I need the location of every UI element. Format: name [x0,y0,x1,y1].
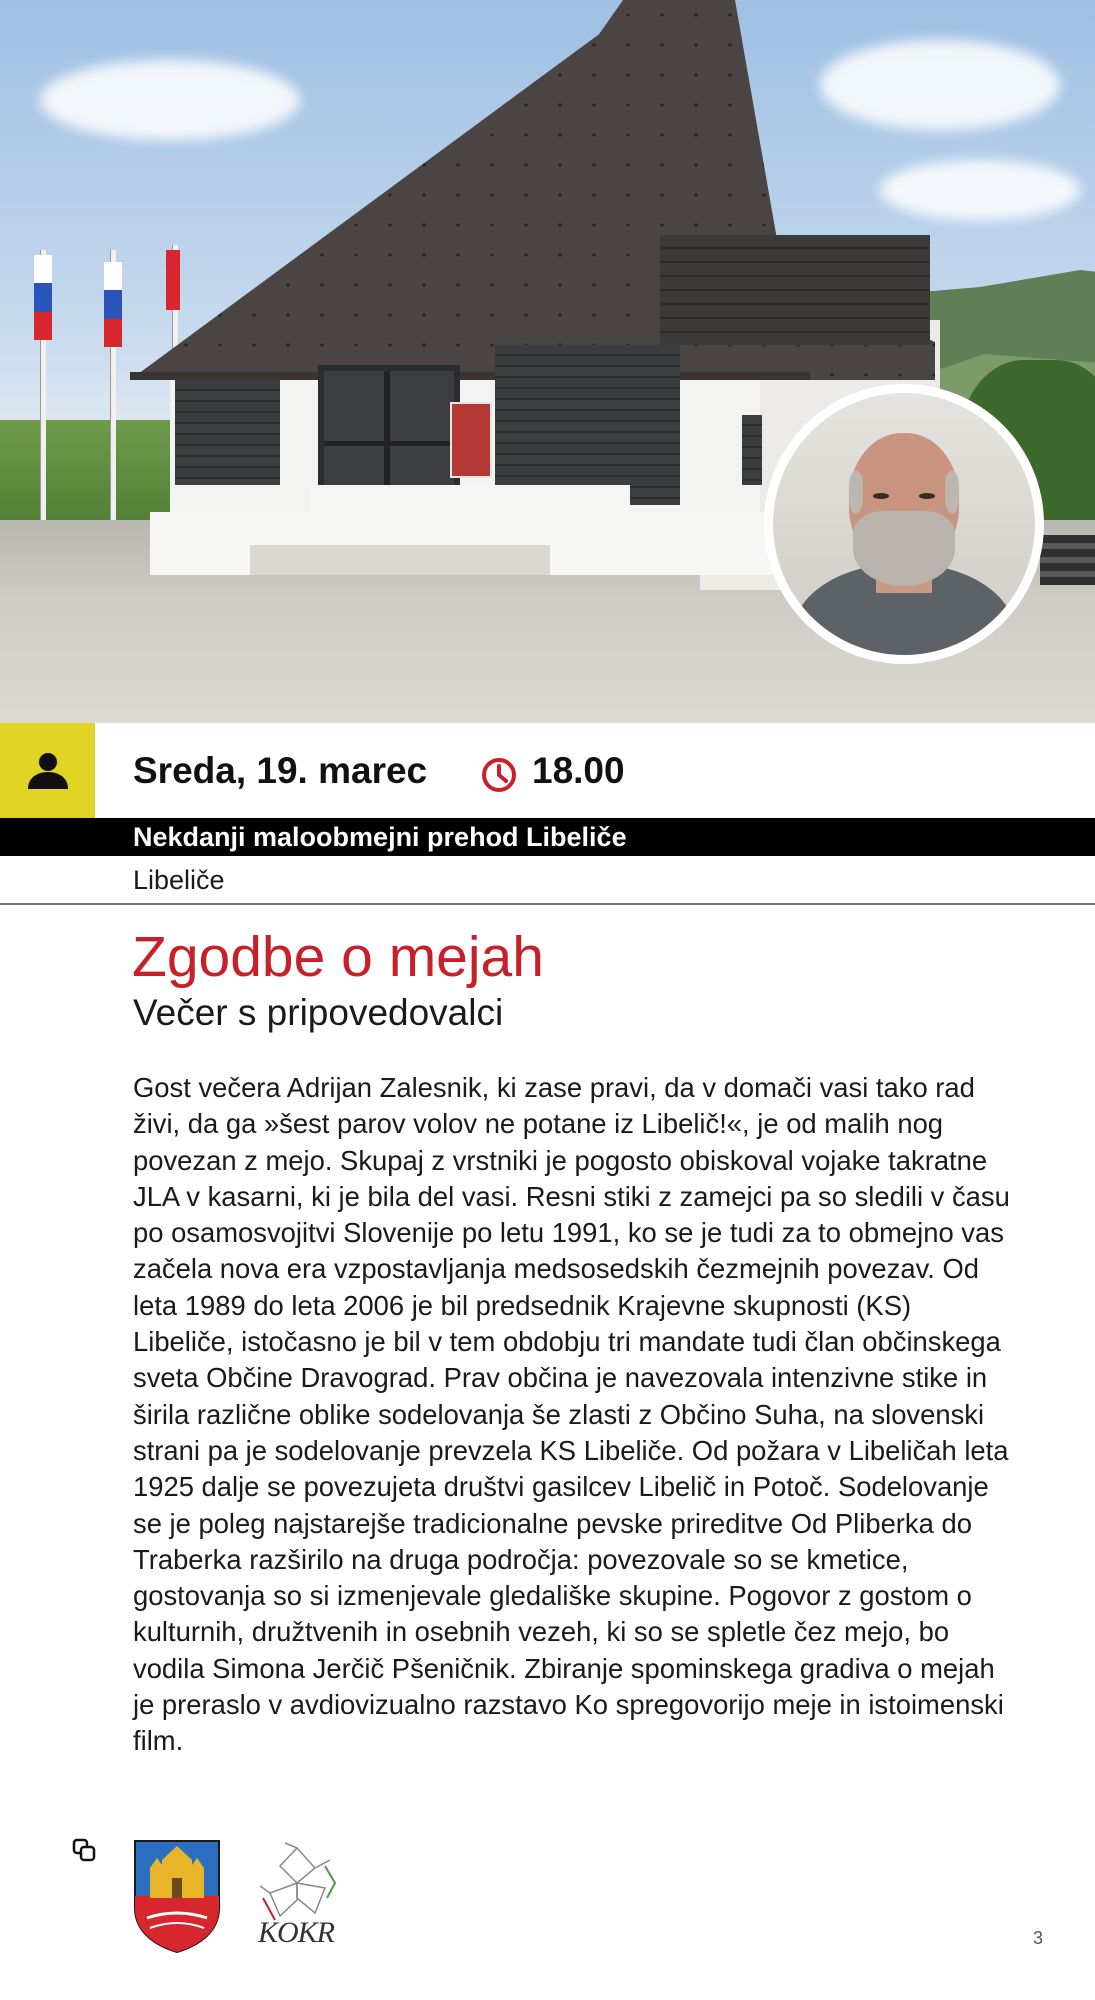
event-time: 18.00 [532,750,625,791]
municipality-crest-logo [132,1838,222,1954]
article-title: Zgodbe o mejah [132,925,544,989]
article-subtitle: Večer s pripovedovalci [133,992,504,1033]
wall-sign [450,402,492,478]
balcony [660,235,930,345]
window-shutter [495,345,680,505]
cloud [880,160,1080,220]
portrait-hair [945,471,959,513]
article-body: Gost večera Adrijan Zalesnik, ki zase pravi, da v domači vasi tako rad živi, da ga »šest parov volov ne potane iz Libelič!«, je od malih nog povezan z mejo. Skupaj z vrstniki je pogosto obiskoval vojake takratne JLA v kasarni, ki je bila del vasi. Resni stiki z zamejci pa so sledili v času po osamosvojitvi Slovenije po letu 1991, ko se je tudi za to obmejno vas začela nova era vzpostavljanja medsosedskih čezmejnih povezav. Od leta 1989 do leta 2006 je bil predsednik Krajevne skupnosti (KS) Libeliče, istočasno je bil v tem obdobju tri mandate tudi član občinskega sveta Občine Dravograd. Prav občina je navezovala intenzivne stike in širila različne oblike sodelovanja še zlasti z Občino Suha, na slovenski strani pa je sodelovanje prevzela KS Libeliče. Od požara v Libeličah leta 1925 dalje se povezujeta društvi gasilcev Libelič in Potoč. Sodelovanje se je poleg najstarejše tradicionalne pevske prireditve Od Pliberka do Traberka razširilo na druga področja: povezovale so se kmetice, gostovanja so si izmenjevale gledališke skupine. Pogovor z gostom o kulturnih, družtvenih in osebnih vezeh, ki so se spletle čez mejo, bo vodila Simona Jerčič Pšeničnik. Zbiranje spominskega gradiva o mejah je preraslo v avdiovizualno razstavo Ko spregovorijo meje in istoimenski film. [133,1072,1010,1757]
clock-icon [480,756,518,794]
flag [104,262,122,347]
event-venue: Nekdanji maloobmejni prehod Libeliče [133,822,627,852]
portrait-background [773,393,1035,655]
category-icon-box [0,723,95,818]
person-icon [26,751,70,791]
divider [0,903,1095,905]
page-number: 3 [1033,1928,1044,1948]
window-shutter [175,380,280,485]
cloud [40,60,300,140]
event-date: Sreda, 19. marec [133,750,428,791]
flag [166,250,180,310]
roof-edge [130,372,810,380]
flag [34,255,52,340]
steps [250,545,550,575]
portrait-eye [873,493,889,499]
kokr-logo-text: KOKR [258,1916,335,1949]
window [742,415,762,485]
portrait-beard [853,511,955,586]
bench [1040,535,1095,585]
cloud [820,40,1060,130]
event-place: Libeliče [133,865,225,895]
guest-portrait [764,384,1044,664]
portrait-eye [919,493,935,499]
portrait-hair [849,471,863,513]
link-icon[interactable] [72,1838,96,1862]
